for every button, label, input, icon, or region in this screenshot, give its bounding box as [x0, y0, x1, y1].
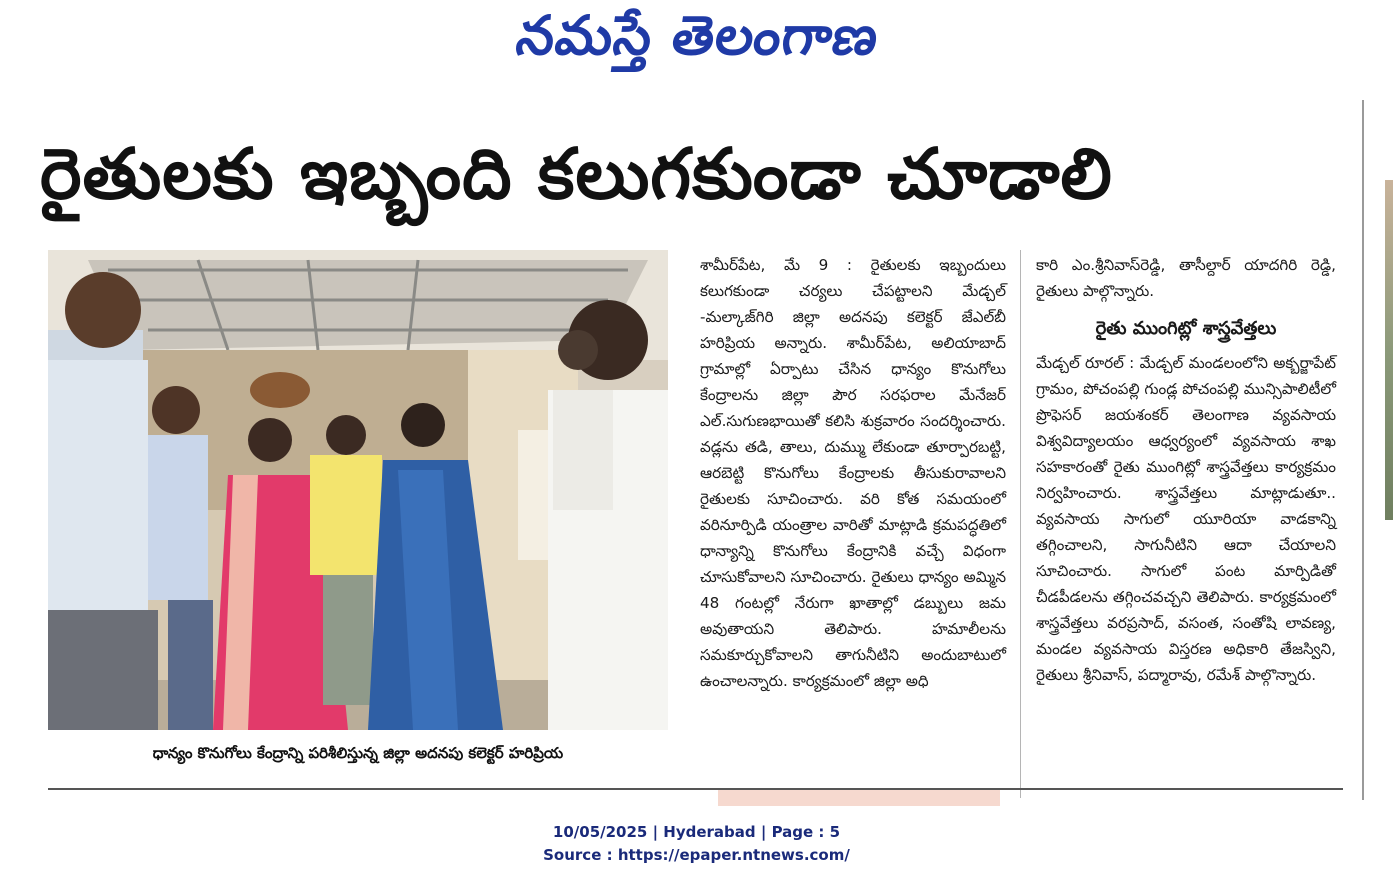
news-photo [48, 250, 668, 730]
masthead [0, 0, 1393, 90]
footer-source[interactable]: Source : https://epaper.ntnews.com/ [543, 846, 850, 864]
adjacent-clip-image-edge [1385, 180, 1393, 520]
article-column-2 [1036, 252, 1336, 688]
article-text-column-2: మేడ్చల్ రూరల్ : మేడ్చల్ మండలంలోని అక్బర్జాపేట్ గ్రామం, పోచంపల్లి గుండ్ల పోచంపల్లి మున్సిపాలిటీలో ప్రొఫెసర్ జయశంకర్ తెలంగాణ వ్యవసాయ విశ్వవిద్యాలయం ఆధ్వర్యంలో వ్యవసాయ శాఖ సహకారంతో రైతు ముంగిట్లో శాస్త్రవేత్తలు కార్యక్రమం నిర్వహించారు. శాస్త్రవేత్తలు మాట్లాడుతూ.. వ్యవసాయ సాగులో యూరియా వాడకాన్ని తగ్గించాలని, సాగునీటిని ఆదా చేయాలని సూచించారు. సాగులో పంట మార్పిడితో చీడపీడలను తగ్గించవచ్చని తెలిపారు. కార్యక్రమంలో శాస్త్రవేత్తలు వరప్రసాద్, వసంత, సంతోషి లావణ్య, మండల వ్యవసాయ విస్తరణ అధికారి తేజస్విని, రైతులు శ్రీనివాస్, పద్మారావు, రమేశ్ పాల్గొన్నారు. [1036, 354, 1336, 684]
article-subhead: రైతు ముంగిట్లో శాస్త్రవేత్తలు [1095, 318, 1277, 339]
adjacent-clip-text-edge [1384, 600, 1393, 800]
masthead-logo: నమస్తే తెలంగాణ [512, 4, 883, 67]
article-column-1 [700, 252, 1006, 694]
next-article-strip [718, 790, 1000, 806]
footer-date-edition: 10/05/2025 | Hyderabad | Page : 5 [552, 823, 841, 841]
photo-illustration [48, 250, 668, 730]
article-text-column-1: శామీర్‌పేట, మే 9 : రైతులకు ఇబ్బందులు కలుగకుండా చర్యలు చేపట్టాలని మేడ్చల్ -మల్కాజ్‌గిరి జిల్లా అదనపు కలెక్టర్ జేఎల్‌బీ హరిప్రియ అన్నారు. శామీర్‌పేట, అలియాబాద్ గ్రామాల్లో ఏర్పాటు చేసిన ధాన్యం కొనుగోలు కేంద్రాలను జిల్లా పౌర సరఫరాల మేనేజర్ ఎల్.సుగుణభాయితో కలిసి శుక్రవారం సందర్శించారు. వడ్లను తడి, తాలు, దుమ్ము లేకుండా తూర్పారబట్టి, ఆరబెట్టి కొనుగోలు కేంద్రాలకు తీసుకురావాలని రైతులకు సూచించారు. వరి కోత సమయంలో వరినూర్పిడి యంత్రాల వారితో మాట్లాడి క్రమపద్ధతిలో ధాన్యాన్ని కొనుగోలు కేంద్రానికి వచ్చే విధంగా చూసుకోవాలని సూచించారు. రైతులు ధాన్యం అమ్మిన 48 గంటల్లో నేరుగా ఖాతాల్లో డబ్బులు జమ అవుతాయని తెలిపారు. హమాలీలను సమకూర్చుకోవాలని తాగునీటిని అందుబాటులో ఉంచాలన్నారు. కార్యక్రమంలో జిల్లా అధి [700, 256, 1006, 690]
column-divider [1020, 250, 1021, 798]
clipping-right-border [1362, 100, 1364, 800]
headline: రైతులకు ఇబ్బంది కలుగకుండా చూడాలి [40, 133, 1113, 215]
article-text-continuation: కారి ఎం.శ్రీనివాస్‌రెడ్డి, తాసీల్దార్ యాదగిరి రెడ్డి, రైతులు పాల్గొన్నారు. [1036, 256, 1336, 300]
photo-caption: ధాన్యం కొనుగోలు కేంద్రాన్ని పరిశీలిస్తున్న జిల్లా అదనపు కలెక్టర్ హరిప్రియ [152, 744, 564, 762]
bottom-rule [48, 788, 1343, 790]
